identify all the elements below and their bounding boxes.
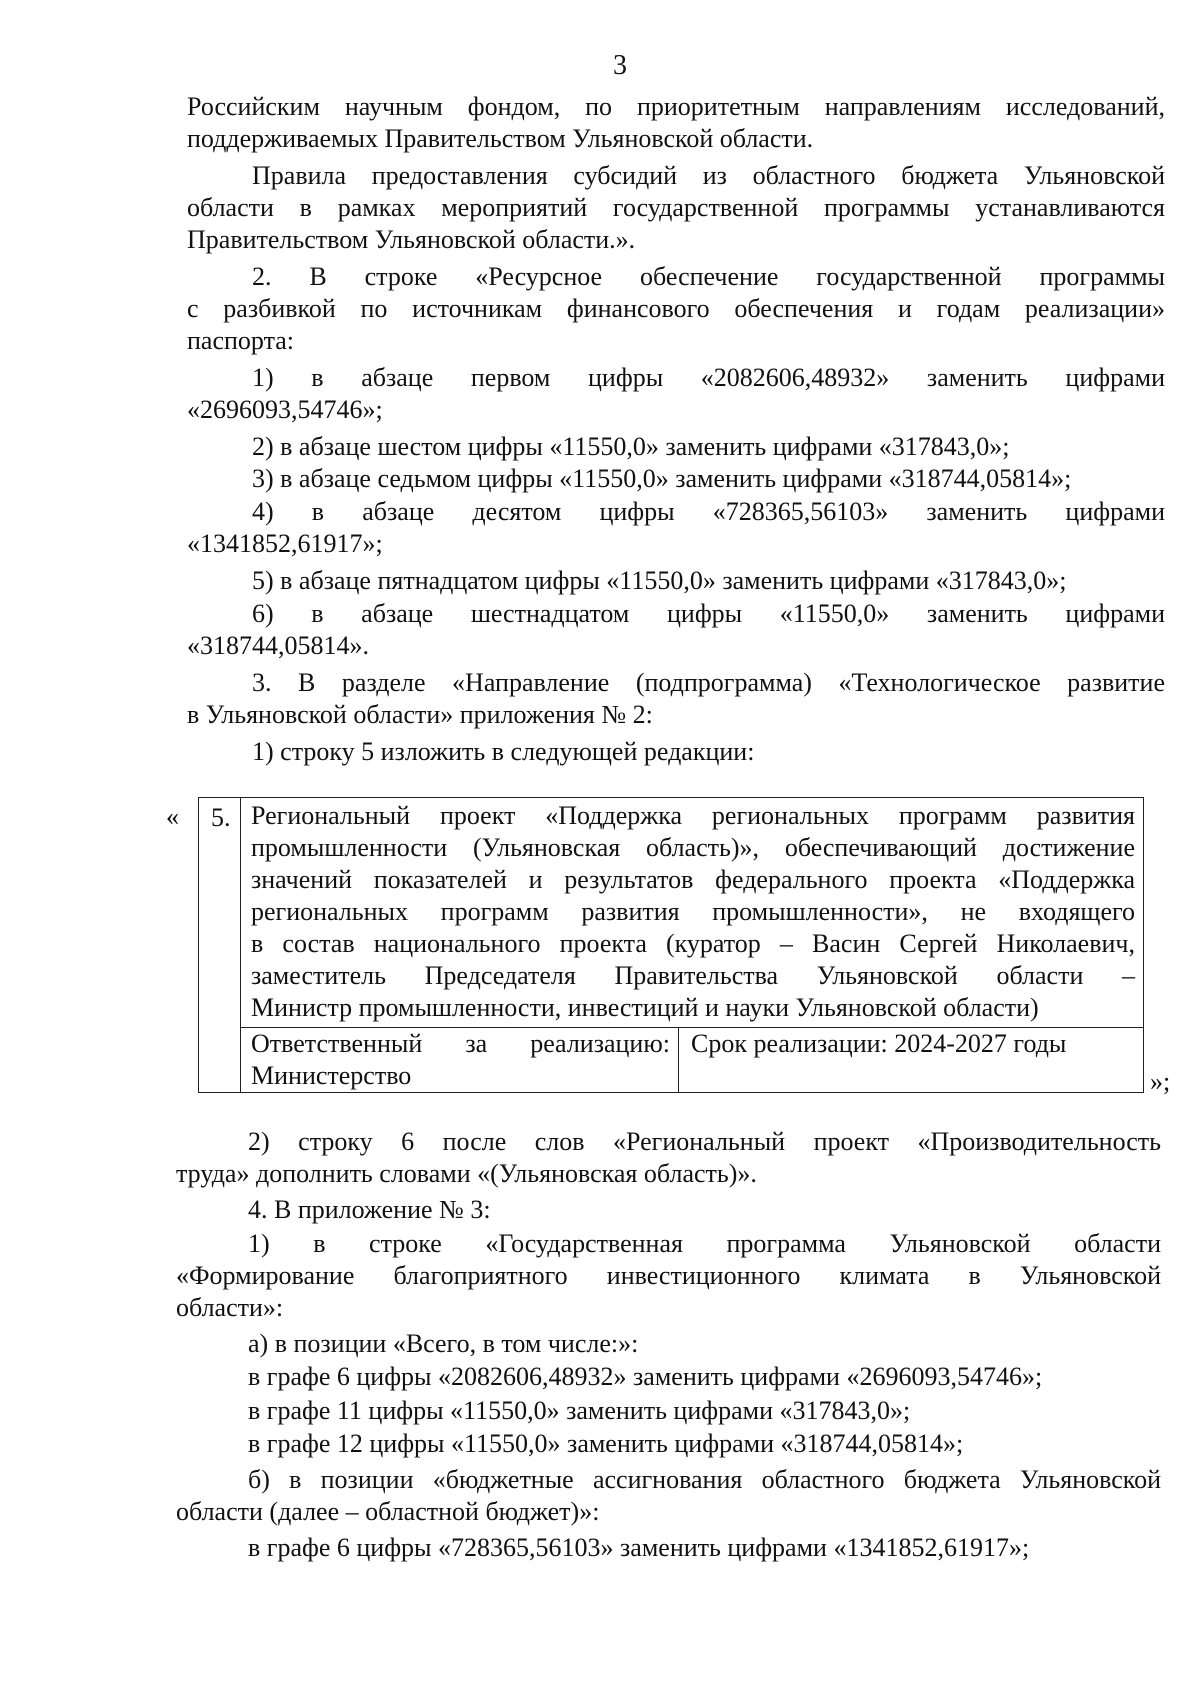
paragraph-line: Правительством Ульяновской области.». [187, 225, 636, 254]
paragraph-line: 3. В разделе «Направление (подпрограмма) «Технологическое развитие [252, 668, 1165, 697]
responsible-line: Министерство [251, 1061, 412, 1090]
paragraph-line: 4. В приложение № 3: [248, 1195, 491, 1224]
paragraph-line: области в рамках мероприятий государственной программы устанавливаются [187, 193, 1165, 222]
project-line: Министр промышленности, инвестиций и науки Ульяновской области) [251, 993, 1039, 1022]
paragraph-line: б) в позиции «бюджетные ассигнования областного бюджета Ульяновской [248, 1465, 1161, 1494]
responsible-cell [241, 1028, 679, 1092]
paragraph-line: «2696093,54746»; [187, 395, 383, 424]
page-number: 3 [613, 50, 627, 81]
paragraph-line: 6) в абзаце шестнадцатом цифры «11550,0» заменить цифрами [252, 599, 1165, 628]
paragraph-line: в графе 11 цифры «11550,0» заменить цифрами «317843,0»; [248, 1396, 911, 1425]
paragraph-line: «318744,05814». [187, 631, 369, 660]
paragraph-line: Правила предоставления субсидий из областного бюджета Ульяновской [252, 161, 1165, 190]
paragraph-line: в графе 6 цифры «728365,56103» заменить цифрами «1341852,61917»; [248, 1533, 1030, 1562]
paragraph-line: в графе 12 цифры «11550,0» заменить цифрами «318744,05814»; [248, 1429, 964, 1458]
paragraph-line: 4) в абзаце десятом цифры «728365,56103» заменить цифрами [252, 497, 1165, 526]
paragraph-line: 2. В строке «Ресурсное обеспечение государственной программы [252, 262, 1165, 291]
paragraph-line: а) в позиции «Всего, в том числе:»: [248, 1329, 639, 1358]
paragraph-line: поддерживаемых Правительством Ульяновской области. [187, 124, 814, 153]
term-cell [679, 1028, 1143, 1092]
paragraph-line: с разбивкой по источникам финансового обеспечения и годам реализации» [187, 294, 1165, 323]
project-line: заместитель Председателя Правительства Ульяновской области – [251, 961, 1135, 990]
paragraph-line: области (далее – областной бюджет)»: [176, 1497, 600, 1526]
project-cell [241, 798, 1143, 1028]
paragraph-line: в Ульяновской области» приложения № 2: [187, 700, 653, 729]
row-number-cell: 5. [199, 798, 241, 1092]
paragraph-line: 1) строку 5 изложить в следующей редакции: [252, 737, 755, 766]
paragraph-line: 1) в строке «Государственная программа Ульяновской области [248, 1229, 1161, 1258]
project-line: региональных программ развития промышленности», не входящего [251, 897, 1135, 926]
paragraph-line: 1) в абзаце первом цифры «2082606,48932» заменить цифрами [252, 363, 1165, 392]
responsible-line: Ответственный за реализацию: [251, 1029, 670, 1058]
project-line: значений показателей и результатов федерального проекта «Поддержка [251, 865, 1135, 894]
paragraph-line: 5) в абзаце пятнадцатом цифры «11550,0» заменить цифрами «317843,0»; [252, 566, 1067, 595]
paragraph-line: в графе 6 цифры «2082606,48932» заменить цифрами «2696093,54746»; [248, 1362, 1043, 1391]
project-line: в состав национального проекта (куратор – Васин Сергей Николаевич, [251, 929, 1135, 958]
paragraph-line: области»: [176, 1293, 284, 1322]
paragraph-line: труда» дополнить словами «(Ульяновская область)». [176, 1159, 757, 1188]
paragraph-line: 2) в абзаце шестом цифры «11550,0» заменить цифрами «317843,0»; [252, 432, 1010, 461]
paragraph-line: паспорта: [187, 326, 295, 355]
paragraph-line: «Формирование благоприятного инвестиционного климата в Ульяновской [176, 1261, 1161, 1290]
amendment-table [198, 797, 1144, 1093]
project-line: Региональный проект «Поддержка региональных программ развития [251, 801, 1135, 830]
open-quote: « [166, 802, 179, 831]
paragraph-line: 3) в абзаце седьмом цифры «11550,0» заменить цифрами «318744,05814»; [252, 464, 1072, 493]
close-quote: »; [1150, 1067, 1171, 1096]
paragraph-line: «1341852,61917»; [187, 529, 383, 558]
paragraph-line: Российским научным фондом, по приоритетным направлениям исследований, [187, 92, 1165, 121]
project-line: промышленности (Ульяновская область)», обеспечивающий достижение [251, 833, 1135, 862]
term-text: Срок реализации: 2024-2027 годы [691, 1029, 1067, 1058]
paragraph-line: 2) строку 6 после слов «Региональный проект «Производительность [248, 1127, 1161, 1156]
